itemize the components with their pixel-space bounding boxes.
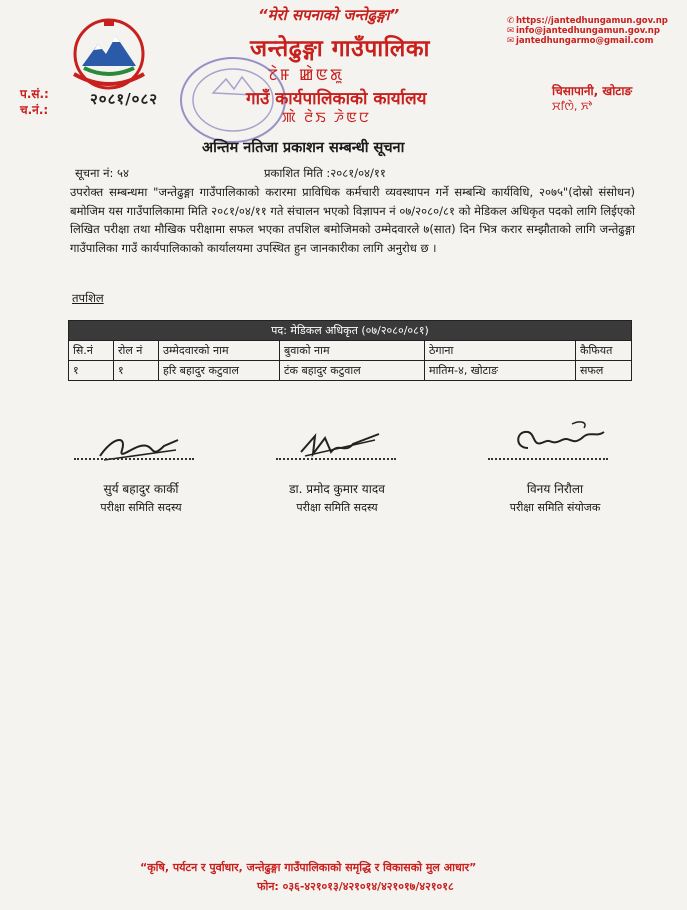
- mail-icon: ✉: [507, 26, 515, 36]
- signatory-1-role: परीक्षा समिति सदस्य: [100, 501, 182, 514]
- mail-icon: ✉: [507, 36, 515, 46]
- contact-list: [507, 16, 668, 46]
- signature-line-1: [74, 458, 194, 460]
- notice-number: सूचना नं: ५४: [75, 166, 129, 180]
- signature-3-icon: [510, 418, 610, 458]
- contact-web[interactable]: ✆ https://jantedhungamun.gov.np: [507, 16, 668, 26]
- header-roll: रोल नं: [114, 341, 159, 361]
- footer-slogan: “कृषि, पर्यटन र पुर्वाधार, जन्तेढुङ्गा गाउँपालिकाको समृद्धि र विकासको मुल आधार”: [140, 861, 477, 874]
- contact-email-alt[interactable]: ✉ jantedhungarmo@gmail.com: [507, 36, 654, 46]
- header-remarks: कैफियत: [576, 341, 632, 361]
- motto: “मेरो सपनाको जन्तेढुङ्गा”: [258, 6, 400, 24]
- reference-labels: प.सं.: च.नं.:: [20, 87, 49, 117]
- signatory-2-role: परीक्षा समिति सदस्य: [296, 501, 378, 514]
- table-caption: पद: मेडिकल अधिकृत (०७/२०८०/०८१): [69, 321, 632, 341]
- cell-roll: १: [114, 361, 159, 381]
- signatory-1-name: सुर्य बहादुर कार्की: [103, 482, 179, 496]
- header-candidate: उम्मेदवारको नाम: [159, 341, 280, 361]
- table-row: [69, 361, 632, 381]
- cell-candidate: हरि बहादुर कटुवाल: [159, 361, 280, 381]
- reference-number: २०८१/०८२: [90, 90, 159, 108]
- signatory-2-name: डा. प्रमोद कुमार यादव: [289, 482, 385, 496]
- cell-address: मातिम-४, खोटाङ: [425, 361, 576, 381]
- office-subtitle-script: ꯄꯥ ꯂꯥꯏ ꯍꯥꯟꯅ: [282, 110, 371, 126]
- header-address: ठेगाना: [425, 341, 576, 361]
- web-icon: ✆: [507, 16, 515, 26]
- footer-phone: फोन: ०३६-४२१०१३/४२१०१४/४२१०१७/४२१०१८: [257, 880, 454, 893]
- header-sn: सि.नं: [69, 341, 114, 361]
- cell-remarks: सफल: [576, 361, 632, 381]
- contact-email[interactable]: ✉ info@jantedhungamun.gov.np: [507, 26, 660, 36]
- signature-line-2: [276, 458, 396, 460]
- office-subtitle: गाउँ कार्यपालिकाको कार्यालय: [246, 89, 427, 109]
- signatory-3-name: विनय निरौला: [526, 482, 584, 496]
- header-father: बुवाको नाम: [280, 341, 425, 361]
- signature-line-3: [488, 458, 608, 460]
- signatory-3-role: परीक्षा समिति संयोजक: [509, 501, 601, 514]
- office-name-script: ꯖꯥꯝ ꯀꯥꯟꯗꯨ: [268, 65, 345, 84]
- table-header-row: [69, 341, 632, 361]
- notice-title: अन्तिम नतिजा प्रकाशन सम्बन्धी सूचना: [202, 140, 405, 156]
- details-heading: तपशिल: [72, 291, 104, 305]
- nepal-emblem-icon: [64, 14, 154, 92]
- cell-sn: १: [69, 361, 114, 381]
- office-name: जन्तेढुङ्गा गाउँपालिका: [250, 36, 430, 62]
- cell-father: टंक बहादुर कटुवाल: [280, 361, 425, 381]
- result-table: [68, 320, 632, 381]
- published-date: प्रकाशित मिति :२०८१/०४/११: [264, 166, 386, 180]
- notice-body: उपरोक्त सम्बन्धमा "जन्तेढुङ्गा गाउँपालिकाको करारमा प्राविधिक कर्मचारी व्यवस्थापन गर्ने सम्बन्धि कार्यविधि, २०७५"(दोस्रो संसोधन) बमोजिम यस गाउँपालिकामा मिति २०८१/०४/११ गते संचालन भएको विज्ञापन नं ०७/२०८०/८१ को मेडिकल अधिकृत पदको लागि लिईएको लिखित परीक्षा तथा मौखिक परीक्षामा सफल भएका तपशिल बमोजिमको उम्मेदवारले ७(सात) दिन भित्र करार सम्झौताको लागि जन्तेढुङ्गा गाउँपालिका गाउँ कार्यपालिकाको कार्यालयमा उपस्थित हुन जानकारीका लागि अनुरोध छ ।: [70, 185, 635, 255]
- signature-1-icon: [92, 428, 182, 466]
- office-address: चिसापानी, खोटाङ ꯆꯤꯁꯥ, ꯈꯣ: [552, 84, 633, 113]
